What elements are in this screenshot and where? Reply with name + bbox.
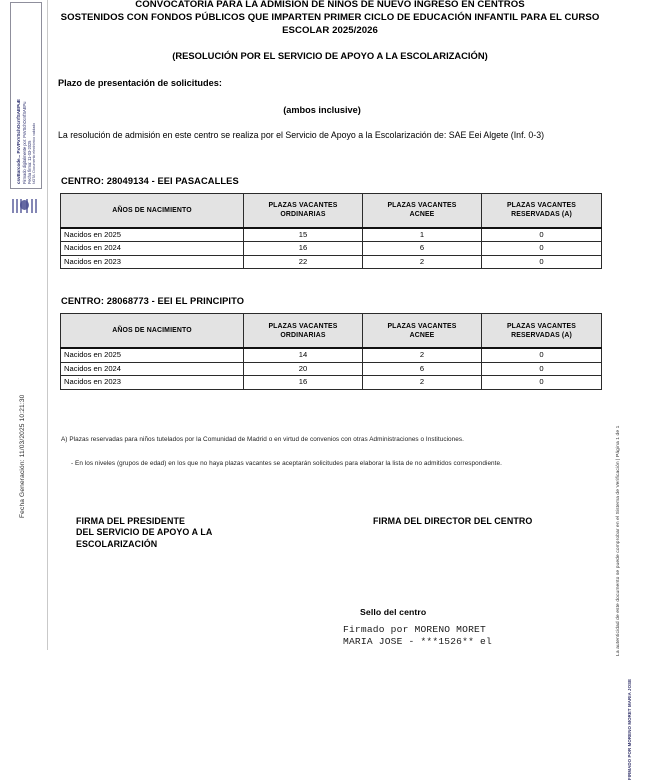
cell-acnee: 2 — [363, 255, 482, 269]
footnote-a: A) Plazas reservadas para niños tutelados por la Comunidad de Madrid o en virtud de convenios con otras Administraciones o Instituciones. — [61, 435, 464, 443]
col-header-birth-years: AÑOS DE NACIMIENTO — [61, 314, 244, 349]
csv-note-text: NOTA: Documento electrónico validado — [32, 122, 36, 184]
cell-ordinary: 14 — [244, 348, 363, 362]
cell-ordinary: 22 — [244, 255, 363, 269]
table-row — [61, 255, 602, 269]
csv-sign-date-text: Fecha firma: 11-03-2025 — [27, 140, 32, 184]
cell-reserved: 0 — [482, 348, 602, 362]
vacancy-table-1 — [60, 193, 602, 270]
generation-date-margin: Fecha Generación: 11/03/2025 10:21:30 — [19, 394, 26, 518]
page-title-line-1: CONVOCATORIA PARA LA ADMISIÓN DE NIÑOS DE NUEVO INGRESO EN CENTROS — [135, 0, 525, 10]
col-header-reserved-line2: RESERVADAS (A) — [511, 211, 572, 219]
cell-birth-year: Nacidos en 2023 — [61, 255, 244, 269]
logo-mark — [20, 200, 29, 210]
col-header-birth-years: AÑOS DE NACIMIENTO — [61, 193, 244, 228]
page-left-rule — [47, 0, 48, 650]
cell-reserved: 0 — [482, 362, 602, 376]
table-row — [61, 228, 602, 242]
digital-signature-line2: MARIA JOSE - ***1526** el — [343, 636, 492, 648]
cell-birth-year: Nacidos en 2025 — [61, 348, 244, 362]
document-body — [57, 0, 603, 556]
cell-acnee: 2 — [363, 348, 482, 362]
cell-ordinary: 16 — [244, 376, 363, 390]
cell-ordinary: 16 — [244, 242, 363, 256]
institution-logo — [11, 196, 39, 216]
table-row — [61, 348, 602, 362]
col-header-ordinary-line2: ORDINARIAS — [280, 211, 326, 219]
col-header-ordinary — [244, 193, 363, 228]
col-header-acnee-line2: ACNEE — [409, 211, 435, 219]
resolution-paragraph: La resolución de admisión en este centro se realiza por el Servicio de Apoyo a la Escolarización de: SAE Eei Algete (Inf. 0-3) — [58, 130, 545, 140]
page-title-line-2: SOSTENIDOS CON FONDOS PÚBLICOS QUE IMPARTEN PRIMER CICLO DE EDUCACIÓN — [60, 12, 472, 23]
col-header-acnee — [363, 314, 482, 349]
col-header-acnee-line2: ACNEE — [409, 331, 435, 339]
digital-signature-line1: Firmado por MORENO MORET — [343, 624, 486, 635]
cell-acnee: 6 — [363, 242, 482, 256]
footnotes — [61, 436, 595, 469]
cell-reserved: 0 — [482, 255, 602, 269]
cell-birth-year: Nacidos en 2023 — [61, 376, 244, 390]
page-title-line-3: INFANTIL PARA EL CURSO ESCOLAR 2025/2026 — [282, 12, 600, 36]
president-signature-line3: ESCOLARIZACIÓN — [76, 538, 158, 549]
page-title — [57, 0, 603, 37]
col-header-reserved — [482, 193, 602, 228]
signer-footer-margin: FIRMADO POR MORENO MORET MARIA JOSE — [627, 678, 632, 780]
col-header-reserved — [482, 314, 602, 349]
table-header-row — [61, 193, 602, 228]
table-row — [61, 362, 602, 376]
table-row — [61, 376, 602, 390]
center-stamp-label: Sello del centro — [360, 607, 427, 617]
vacancy-table-2 — [60, 313, 602, 390]
director-signature-label: FIRMA DEL DIRECTOR DEL CENTRO — [373, 515, 533, 526]
cell-acnee: 1 — [363, 228, 482, 242]
centro-heading-2: CENTRO: 28068773 - EEI EL PRINCIPITO — [61, 296, 245, 307]
col-header-reserved-line1: PLAZAS VACANTES — [506, 202, 577, 210]
cell-birth-year: Nacidos en 2024 — [61, 362, 244, 376]
table-header-row — [61, 314, 602, 349]
csv-verification-stamp — [10, 2, 42, 189]
cell-reserved: 0 — [482, 376, 602, 390]
cell-acnee: 6 — [363, 362, 482, 376]
president-signature-line2: DEL SERVICIO DE APOYO A LA — [76, 527, 213, 538]
table-row — [61, 242, 602, 256]
centro-heading-1: CENTRO: 28049134 - EEI PASACALLES — [61, 175, 239, 186]
both-inclusive-note: (ambos inclusive) — [283, 105, 361, 115]
col-header-ordinary-line1: PLAZAS VACANTES — [268, 322, 338, 330]
col-header-acnee — [363, 193, 482, 228]
verification-footer-margin: La autenticidad de este documento se puede comprobar en el Sistema de Verificación | Página 1 de 1 — [616, 425, 621, 656]
application-period-label: Plazo de presentación de solicitudes: — [58, 78, 222, 88]
president-signature-line1: FIRMA DEL PRESIDENTE — [76, 515, 186, 526]
cell-ordinary: 20 — [244, 362, 363, 376]
cell-birth-year: Nacidos en 2025 — [61, 228, 244, 242]
footnote-b: - En los niveles (grupos de edad) en los que no haya plazas vacantes se aceptarán solicitudes para elaborar la lista de no admitidos correspondiente. — [71, 460, 502, 468]
csv-signed-by-text: Firmado digitalmente por: PxVSchOcrrfSAEPu — [22, 101, 27, 184]
col-header-acnee-line1: PLAZAS VACANTES — [387, 202, 457, 210]
col-header-reserved-line1: PLAZAS VACANTES — [506, 322, 577, 330]
page-subtitle: (RESOLUCIÓN POR EL SERVICIO DE APOYO A LA ESCOLARIZACIÓN) — [172, 50, 488, 61]
cell-reserved: 0 — [482, 242, 602, 256]
col-header-ordinary-line2: ORDINARIAS — [280, 331, 326, 339]
col-header-ordinary — [244, 314, 363, 349]
col-header-reserved-line2: RESERVADAS (A) — [511, 331, 572, 339]
col-header-acnee-line1: PLAZAS VACANTES — [387, 322, 457, 330]
digital-signature-text — [343, 624, 492, 649]
signature-row — [57, 516, 603, 556]
col-header-ordinary-line1: PLAZAS VACANTES — [268, 202, 338, 210]
cell-ordinary: 15 — [244, 228, 363, 242]
cell-birth-year: Nacidos en 2024 — [61, 242, 244, 256]
cell-acnee: 2 — [363, 376, 482, 390]
president-signature-label — [76, 516, 296, 551]
csv-barcode-text: csvBarcode... PxVPxVSchOcrrfSAEPuE — [16, 99, 21, 184]
cell-reserved: 0 — [482, 228, 602, 242]
